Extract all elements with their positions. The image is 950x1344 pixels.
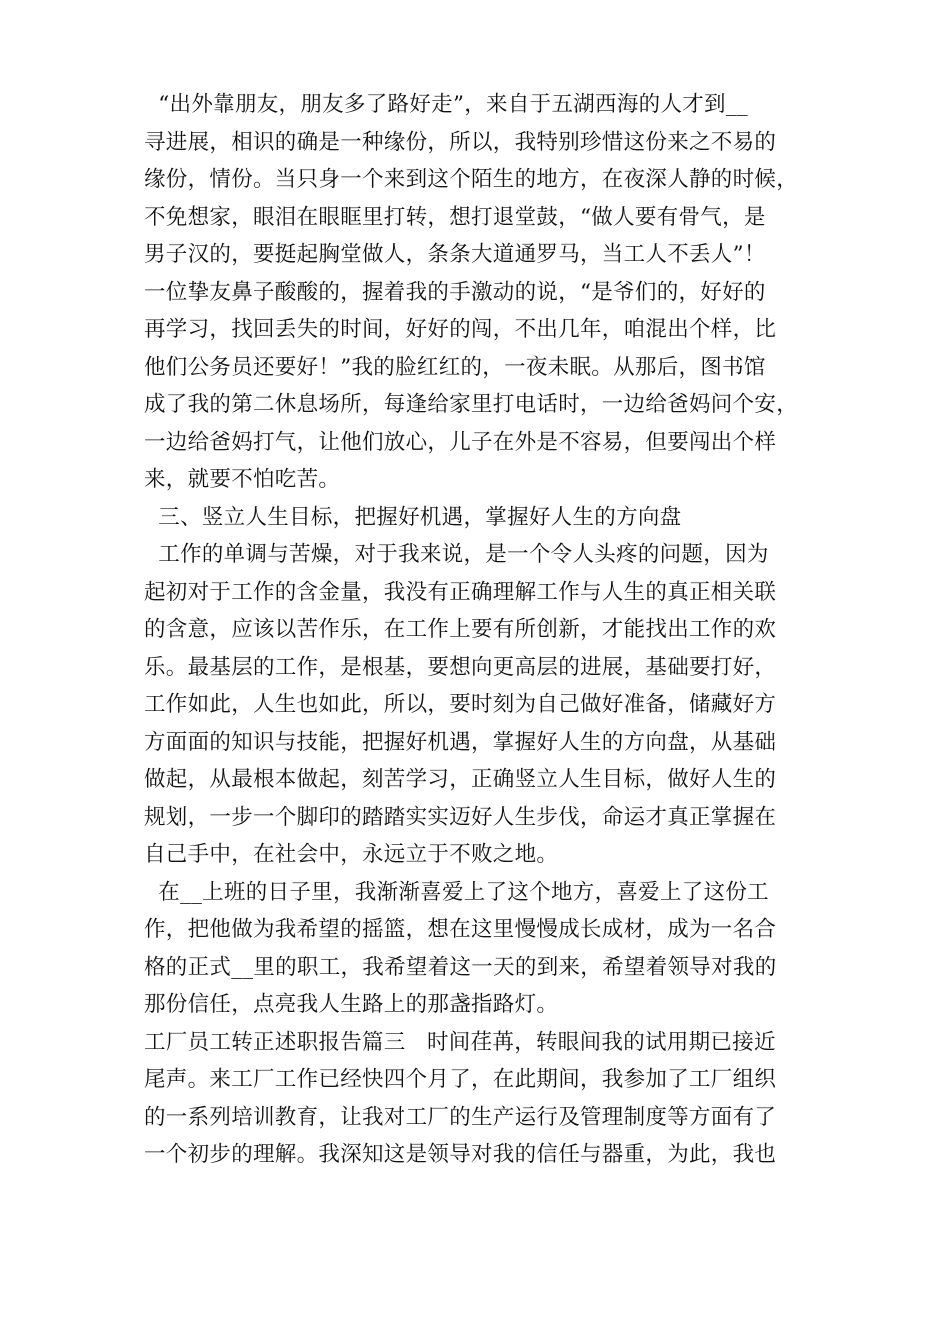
- text-line: “出外靠朋友，朋友多了路好走”，来自于五湖西海的人才到__: [144, 92, 748, 117]
- text-line: 一边给爸妈打气，让他们放心，儿子在外是不容易，但要闯出个样: [144, 429, 777, 455]
- text-line: 缘份，情份。当只身一个来到这个陌生的地方，在夜深人静的时候，: [144, 167, 799, 192]
- document-body: [144, 86, 814, 1174]
- text-line: 的含意，应该以苦作乐，在工作上要有所创新，才能找出工作的欢: [144, 617, 777, 642]
- text-line: 起初对于工作的含金量，我没有正确理解工作与人生的真正相关联: [144, 579, 777, 605]
- text-line: 再学习，找回丢失的时间，好好的闯，不出几年，咱混出个样，比: [144, 317, 777, 342]
- text-line: 工作的单调与苦燥，对于我来说，是一个令人头疼的问题，因为: [144, 542, 769, 567]
- text-line: 成了我的第二休息场所，每逢给家里打电话时，一边给爸妈问个安，: [144, 392, 799, 417]
- text-line: 作，把他做为我希望的摇篮，想在这里慢慢成长成材，成为一名合: [144, 917, 777, 942]
- text-line: 自己手中，在社会中，永远立于不败之地。: [144, 842, 559, 867]
- text-line: 的一系列培训教育，让我对工厂的生产运行及管理制度等方面有了: [144, 1104, 777, 1130]
- text-line: 来，就要不怕吃苦。: [144, 467, 341, 492]
- text-line: 尾声。来工厂工作已经快四个月了，在此期间，我参加了工厂组织: [144, 1067, 777, 1092]
- text-line: 方面面的知识与技能，把握好机遇，掌握好人生的方向盘，从基础: [144, 729, 777, 755]
- section-heading: 三、竖立人生目标，把握好机遇，掌握好人生的方向盘: [144, 504, 682, 530]
- text-line: 他们公务员还要好！”我的脸红红的，一夜未眠。从那后，图书馆: [144, 354, 766, 380]
- text-line: 一位挚友鼻子酸酸的，握着我的手激动的说，“是爷们的，好好的: [144, 279, 766, 305]
- text-line: 不免想家，眼泪在眼眶里打转，想打退堂鼓，“做人要有骨气，是: [144, 204, 766, 230]
- text-line: 乐。最基层的工作，是根基，要想向更高层的进展，基础要打好，: [144, 654, 777, 680]
- text-line: 在__上班的日子里，我渐渐喜爱上了这个地方，喜爱上了这份工: [144, 879, 769, 905]
- text-line: 寻进展，相识的确是一种缘份，所以，我特别珍惜这份来之不易的: [144, 129, 777, 155]
- text-line: 工厂员工转正述职报告篇三 时间荏苒，转眼间我的试用期已接近: [144, 1029, 776, 1055]
- text-line: 做起，从最根本做起，刻苦学习，正确竖立人生目标，做好人生的: [144, 767, 777, 792]
- text-line: 一个初步的理解。我深知这是领导对我的信任与器重，为此，我也: [144, 1142, 777, 1167]
- text-line: 那份信任，点亮我人生路上的那盏指路灯。: [144, 992, 559, 1017]
- text-line: 规划，一步一个脚印的踏踏实实迈好人生步伐，命运才真正掌握在: [144, 804, 777, 830]
- text-line: 格的正式__里的职工，我希望着这一天的到来，希望着领导对我的: [144, 954, 777, 980]
- text-line: 工作如此，人生也如此，所以，要时刻为自己做好准备，储藏好方: [144, 692, 777, 717]
- text-line: 男子汉的，要挺起胸堂做人，条条大道通罗马，当工人不丢人”！: [144, 242, 766, 267]
